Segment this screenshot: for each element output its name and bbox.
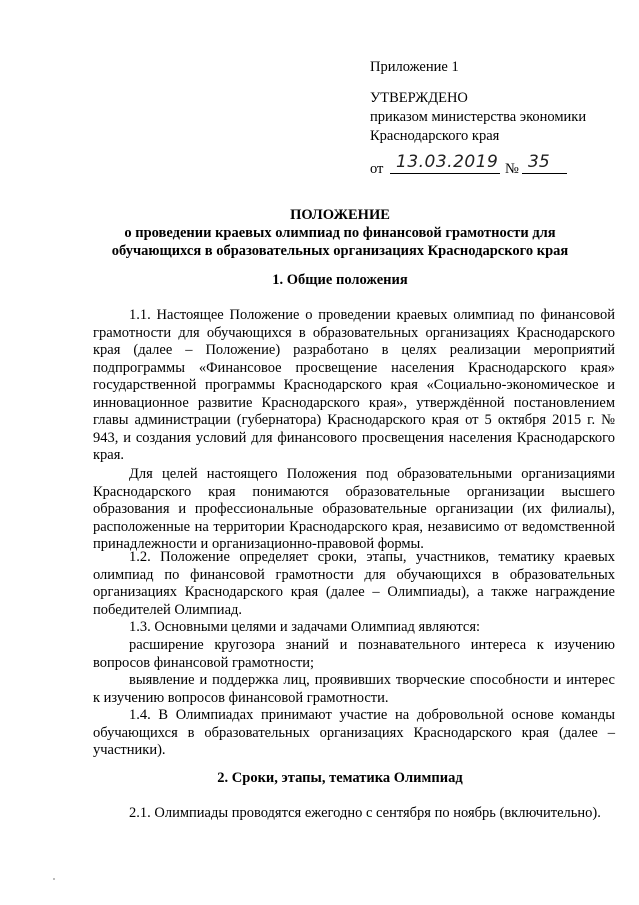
title-line-2: обучающихся в образовательных организациях Краснодарского края <box>111 243 569 259</box>
from-label: от <box>370 161 384 177</box>
paragraph-text: 1.4. В Олимпиадах принимают участие на добровольной основе команды обучающихся в образовательных организациях Краснодарского края (далее – участники). <box>93 707 615 758</box>
section-heading-1: 1. Общие положения <box>272 272 408 288</box>
paragraph-text: 2.1. Олимпиады проводятся ежегодно с сентября по ноябрь (включительно). <box>129 805 601 821</box>
handwritten-date: 13.03.2019 <box>390 152 500 174</box>
decree-line-2: Краснодарского края <box>370 128 500 144</box>
paragraph-1-4 <box>93 707 615 760</box>
scan-speck <box>53 878 55 880</box>
approved-label: УТВЕРЖДЕНО <box>370 90 468 106</box>
document-title <box>60 206 620 260</box>
decree-line-1: приказом министерства экономики <box>370 109 587 125</box>
paragraph-2-1 <box>93 805 615 823</box>
goal-item-1 <box>93 637 615 672</box>
approval-block <box>370 58 620 146</box>
number-label: № <box>505 161 519 177</box>
paragraph-1-1 <box>93 307 615 465</box>
goal-item-2 <box>93 672 615 707</box>
paragraph-1-2 <box>93 549 615 619</box>
paragraph-1-3 <box>93 619 615 637</box>
paragraph-text: выявление и поддержка лиц, проявивших творческие способности и интерес к изучению вопросов финансовой грамотности. <box>93 672 615 706</box>
paragraph-definition <box>93 466 615 554</box>
title-main: ПОЛОЖЕНИЕ <box>290 207 390 223</box>
paragraph-text: 1.1. Настоящее Положение о проведении краевых олимпиад по финансовой грамотности для обучающихся в образовательных организациях Краснодарского края (далее – Положение) разработано в целях реализации мероприятий подпрограммы «Финансовое просвещение населения Краснодарского края» государственной программы Краснодарского края «Социально-экономическое и инновационное развитие Краснодарского края», утверждённой постановлением главы администрации (губернатора) Краснодарского края от 5 октября 2015 г. № 943, и создания условий для финансового просвещения населения Краснодарского края. <box>93 307 615 463</box>
paragraph-text: 1.3. Основными целями и задачами Олимпиад являются: <box>129 619 481 635</box>
date-number-line <box>370 152 630 178</box>
title-line-1: о проведении краевых олимпиад по финансовой грамотности для <box>124 225 556 241</box>
appendix-label: Приложение 1 <box>370 59 459 75</box>
handwritten-number: 35 <box>522 152 567 174</box>
paragraph-text: 1.2. Положение определяет сроки, этапы, участников, тематику краевых олимпиад по финансовой грамотности для обучающихся в образовательных организациях Краснодарского края (далее – Олимпиады), а также награждение победителей Олимпиад. <box>93 549 615 618</box>
section-heading-2: 2. Сроки, этапы, тематика Олимпиад <box>217 770 463 786</box>
paragraph-text: расширение кругозора знаний и познавательного интереса к изучению вопросов финансовой грамотности; <box>93 637 615 671</box>
paragraph-text: Для целей настоящего Положения под образовательными организациями Краснодарского края понимаются образовательные организации высшего образования и профессиональные образовательные организации (их филиалы), расположенные на территории Краснодарского края, независимо от ведомственной принадлежности и организационно-правовой формы. <box>93 466 615 552</box>
